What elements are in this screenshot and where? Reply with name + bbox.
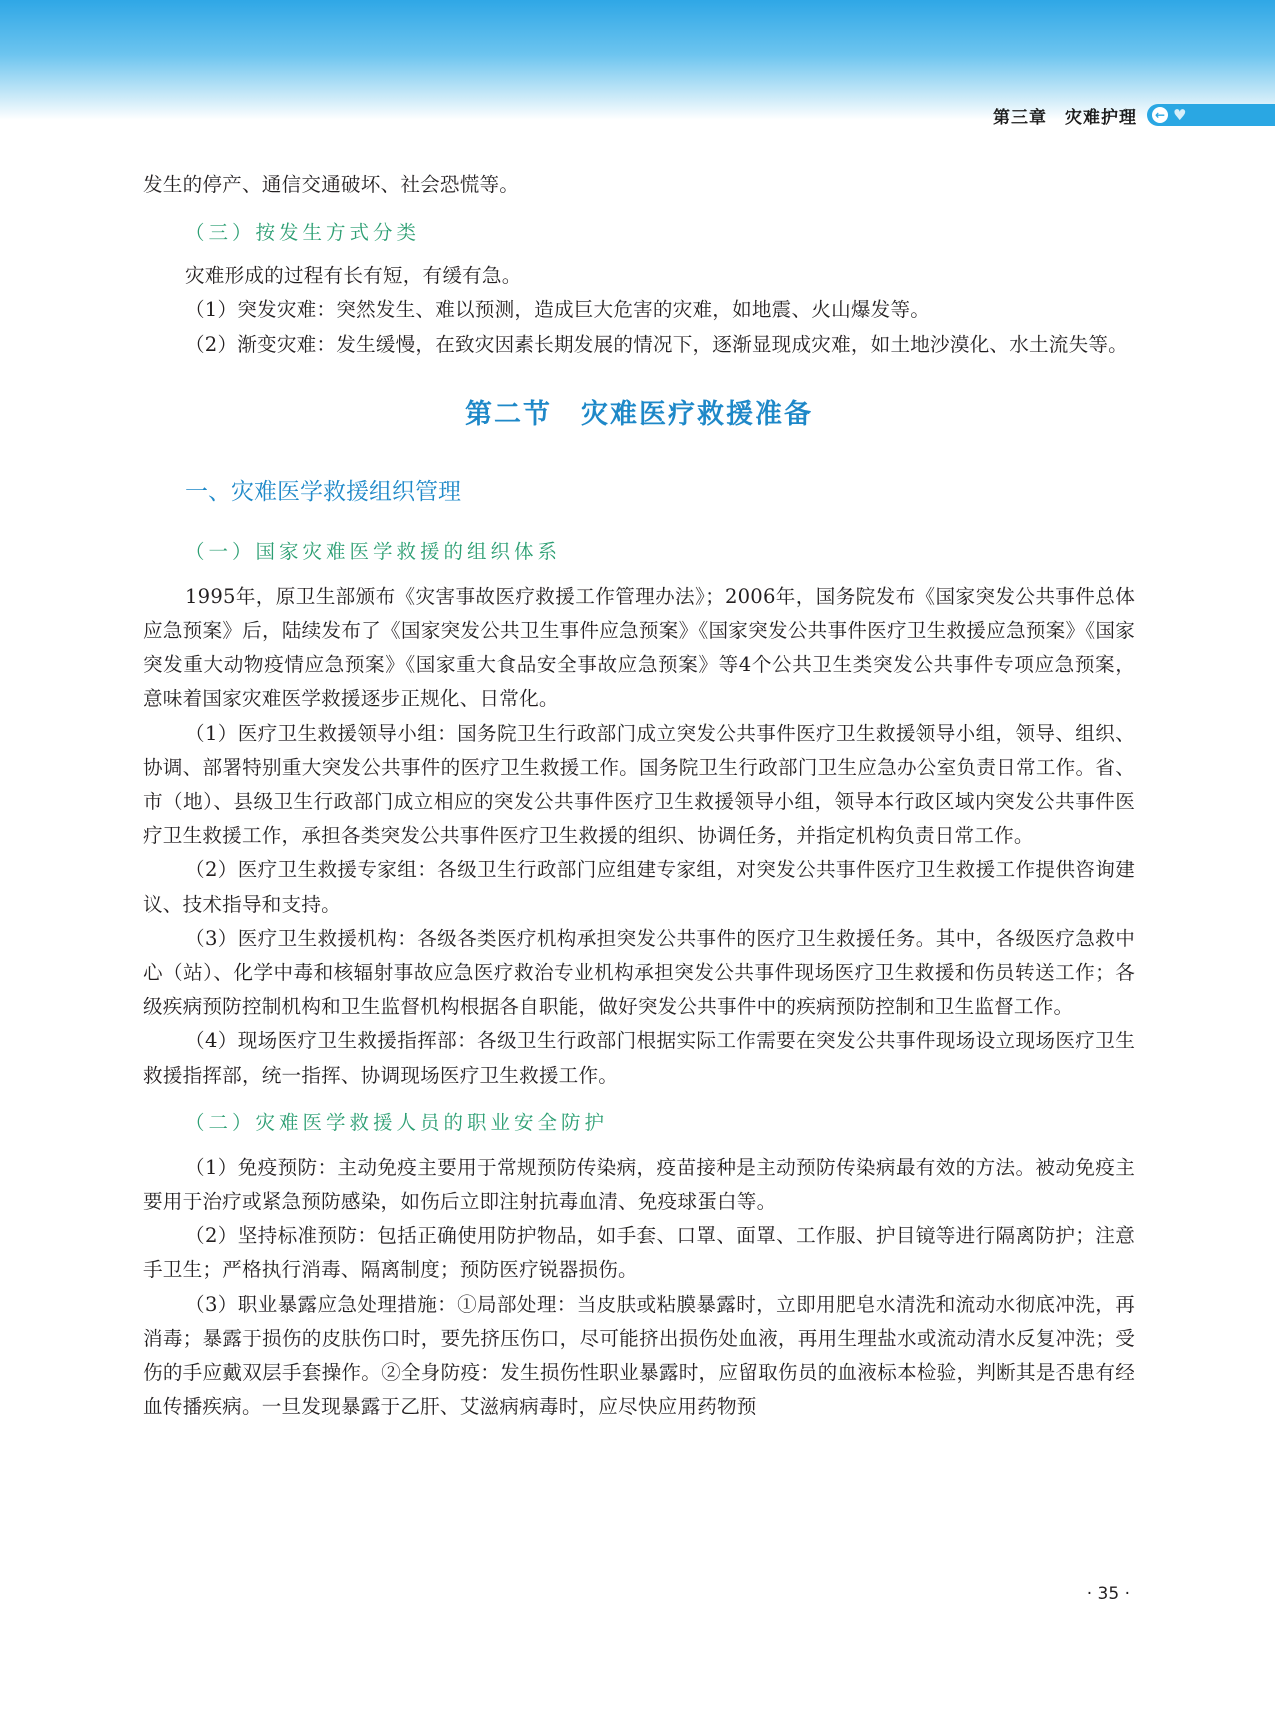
page-content (143, 168, 1135, 1424)
paragraph: 1995年，原卫生部颁布《灾害事故医疗救援工作管理办法》；2006年，国务院发布《国家突发公共事件总体应急预案》后，陆续发布了《国家突发公共卫生事件应急预案》《国家突发公共事件医疗卫生救援应急预案》《国家突发重大动物疫情应急预案》《国家重大食品安全事故应急预案》等4个公共卫生类突发公共事件专项应急预案，意味着国家灾难医学救援逐步正规化、日常化。 (143, 584, 1135, 711)
chapter-pill (1147, 104, 1275, 126)
paragraph: （2）渐变灾难：发生缓慢，在致灾因素长期发展的情况下，逐渐显现成灾难，如土地沙漠化、水土流失等。 (185, 332, 1128, 356)
paragraph: （2）医疗卫生救援专家组：各级卫生行政部门应组建专家组，对突发公共事件医疗卫生救援工作提供咨询建议、技术指导和支持。 (143, 858, 1135, 916)
subsection-title: （二）灾难医学救援人员的职业安全防护 (185, 1110, 609, 1134)
heading: 一、灾难医学救援组织管理 (185, 478, 461, 505)
arrow-left-circle-icon: ← (1152, 107, 1168, 123)
paragraph: （1）突发灾难：突然发生、难以预测，造成巨大危害的灾难，如地震、火山爆发等。 (185, 298, 931, 322)
paragraph: （3）医疗卫生救援机构：各级各类医疗机构承担突发公共事件的医疗卫生救援任务。其中，各级医疗急救中心（站）、化学中毒和核辐射事故应急医疗救治专业机构承担突发公共事件现场医疗卫生救援和伤员转送工作；各级疾病预防控制机构和卫生监督机构根据各自职能，做好突发公共事件中的疾病预防控制和卫生监督工作。 (143, 926, 1135, 1019)
paragraph: 灾难形成的过程有长有短，有缓有急。 (185, 264, 522, 288)
subsection-title: （三）按发生方式分类 (185, 221, 421, 245)
paragraph: （4）现场医疗卫生救援指挥部：各级卫生行政部门根据实际工作需要在突发公共事件现场设立现场医疗卫生救援指挥部，统一指挥、协调现场医疗卫生救援工作。 (143, 1029, 1135, 1087)
paragraph: 发生的停产、通信交通破坏、社会恐慌等。 (143, 173, 520, 196)
section-title: 第二节 灾难医疗救援准备 (465, 398, 813, 430)
subsection-title: （一）国家灾难医学救援的组织体系 (185, 539, 562, 563)
paragraph: （3）职业暴露应急处理措施：①局部处理：当皮肤或粘膜暴露时，立即用肥皂水清洗和流动水彻底冲洗，再消毒；暴露于损伤的皮肤伤口时，要先挤压伤口，尽可能挤出损伤处血液，再用生理盐水或流动清水反复冲洗；受伤的手应戴双层手套操作。②全身防疫：发生损伤性职业暴露时，应留取伤员的血液标本检验，判断其是否患有经血传播疾病。一旦发现暴露于乙肝、艾滋病病毒时，应尽快应用药物预 (143, 1292, 1135, 1419)
paragraph: （2）坚持标准预防：包括正确使用防护物品，如手套、口罩、面罩、工作服、护目镜等进行隔离防护；注意手卫生；严格执行消毒、隔离制度；预防医疗锐器损伤。 (143, 1224, 1135, 1282)
heart-icon: ♥ (1173, 106, 1187, 124)
paragraph: （1）医疗卫生救援领导小组：国务院卫生行政部门成立突发公共事件医疗卫生救援领导小组，领导、组织、协调、部署特别重大突发公共事件的医疗卫生救援工作。国务院卫生行政部门卫生应急办公室负责日常工作。省、市（地）、县级卫生行政部门成立相应的突发公共事件医疗卫生救援领导小组，领导本行政区域内突发公共事件医疗卫生救援工作，承担各类突发公共事件医疗卫生救援的组织、协调任务，并指定机构负责日常工作。 (143, 721, 1135, 848)
paragraph: （1）免疫预防：主动免疫主要用于常规预防传染病，疫苗接种是主动预防传染病最有效的方法。被动免疫主要用于治疗或紧急预防感染，如伤后立即注射抗毒血清、免疫球蛋白等。 (143, 1155, 1135, 1214)
chapter-title: 第三章 灾难护理 (993, 107, 1137, 128)
chapter-tab (993, 100, 1275, 130)
page-number: · 35 · (1086, 1584, 1130, 1604)
